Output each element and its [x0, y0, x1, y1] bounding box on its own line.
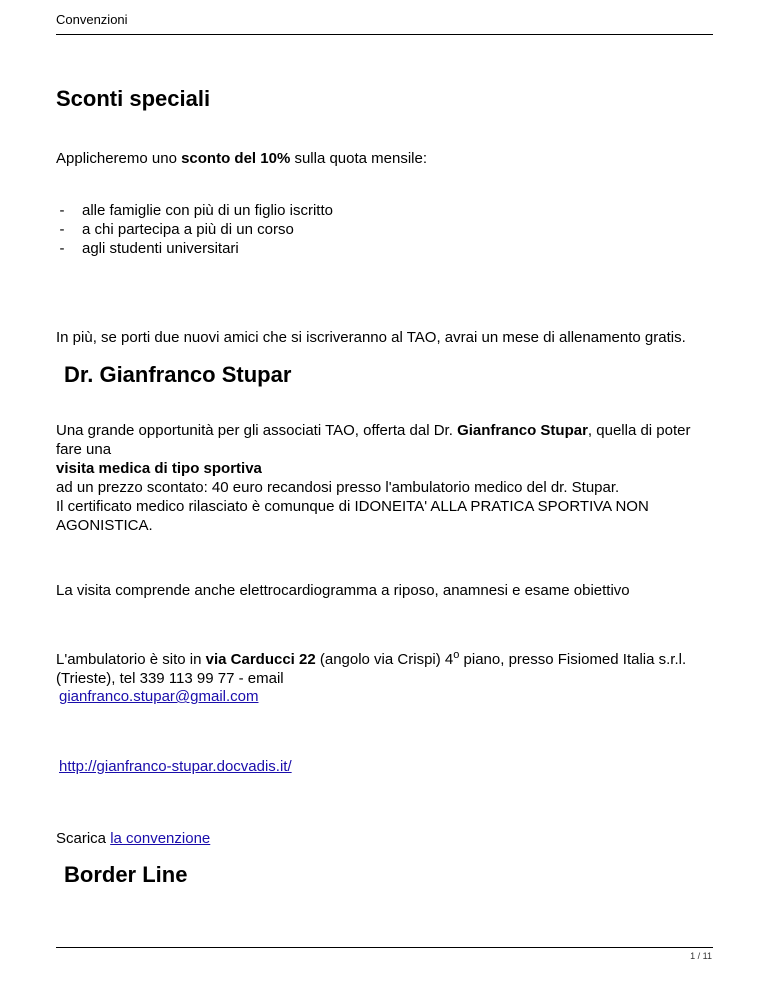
stupar-paragraph-1 [56, 421, 696, 535]
section-title-borderline: Border Line [64, 862, 188, 887]
stupar-p3-after: piano, presso Fisiomed Italia s.r.l. (Trieste), tel 339 113 99 77 - email [56, 651, 687, 687]
discount-list [56, 201, 724, 258]
list-item [56, 201, 724, 220]
section-title-stupar: Dr. Gianfranco Stupar [64, 362, 292, 387]
list-item [56, 220, 724, 239]
list-item-text: agli studenti universitari [82, 240, 239, 257]
stupar-p3-middle: (angolo via Crispi) 4 [315, 651, 454, 668]
sconti-intro-before: Applicheremo uno [56, 150, 182, 167]
download-line [56, 829, 724, 848]
sconti-intro-bold: sconto del 10% [181, 150, 291, 167]
email-link[interactable]: gianfranco.stupar@gmail.com [59, 688, 259, 705]
section-borderline-title-wrap [64, 862, 732, 888]
list-item-text: a chi partecipa a più di un corso [82, 221, 294, 238]
stupar-p1-after: , quella di poter fare una [56, 422, 691, 458]
page-header-title: Convenzioni [56, 12, 128, 27]
page-number: 1 / 11 [690, 951, 712, 961]
stupar-p1-line4: Il certificato medico rilasciato è comunque di IDONEITA' ALLA PRATICA SPORTIVA NON AGONISTICA. [56, 498, 649, 534]
stupar-paragraph-2: La visita comprende anche elettrocardiogramma a riposo, anamnesi e esame obiettivo [56, 582, 630, 599]
website-link[interactable]: http://gianfranco-stupar.docvadis.it/ [59, 758, 292, 775]
discount-list-wrap [56, 201, 724, 258]
section-title-sconti: Sconti speciali [56, 86, 211, 111]
list-item-text: alle famiglie con più di un figlio iscritto [82, 202, 333, 219]
stupar-p3-before: L'ambulatorio è sito in [56, 651, 206, 668]
list-item [56, 239, 724, 258]
degree-mark: o [453, 649, 460, 661]
list-dash: - [59, 240, 65, 257]
website-line [59, 757, 727, 776]
stupar-p1-before: Una grande opportunità per gli associati TAO, offerta dal Dr. [56, 422, 458, 439]
stupar-p1-bold-line: visita medica di tipo sportiva [56, 460, 262, 477]
download-convenzione-link[interactable]: la convenzione [110, 830, 211, 847]
list-dash: - [59, 221, 65, 238]
section-sconti-title-wrap [56, 86, 724, 112]
header-divider [56, 34, 713, 35]
stupar-p1-line3: ad un prezzo scontato: 40 euro recandosi presso l'ambulatorio medico del dr. Stupar. [56, 479, 620, 496]
list-dash: - [59, 202, 65, 219]
section-stupar-title-wrap [64, 362, 732, 388]
sconti-bonus: In più, se porti due nuovi amici che si iscriveranno al TAO, avrai un mese di allenamento gratis. [56, 329, 686, 346]
footer-divider [56, 947, 713, 948]
download-label: Scarica [56, 830, 111, 847]
email-line [59, 687, 727, 706]
stupar-paragraph-3 [56, 650, 724, 688]
sconti-intro [56, 149, 724, 168]
stupar-p3-bold: via Carducci 22 [205, 651, 316, 668]
stupar-p1-bold: Gianfranco Stupar [457, 422, 588, 439]
sconti-intro-after: sulla quota mensile: [290, 150, 428, 167]
